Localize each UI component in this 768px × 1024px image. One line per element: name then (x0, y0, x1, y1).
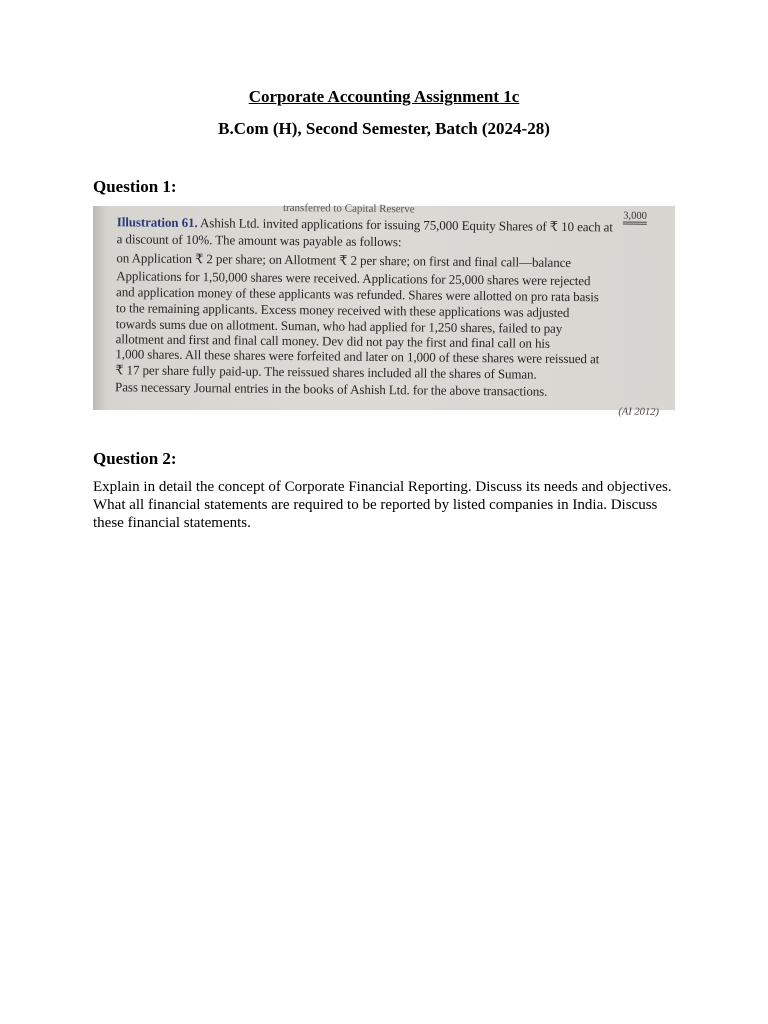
photo-line-6: to the remaining applicants. Excess money received with these applications was adjusted (115, 300, 570, 320)
assignment-title: Corporate Accounting Assignment 1c (248, 87, 520, 106)
photo-line-4: Applications for 1,50,000 shares were received. Applications for 25,000 shares were rejected (116, 268, 591, 289)
photo-line-3: on Application ₹ 2 per share; on Allotment ₹ 2 per share; on first and final call—balance (116, 250, 572, 271)
photo-content (91, 201, 675, 418)
photo-amount: 3,000 (623, 211, 647, 225)
photo-line-2: a discount of 10%. The amount was payable as follows: (116, 231, 402, 250)
photo-line-9: 1,000 shares. All these shares were forfeited and later on 1,000 of these shares were reissued at (115, 346, 600, 367)
photo-line-1-text: Ashish Ltd. invited applications for issuing 75,000 Equity Shares of ₹ 10 each at (197, 215, 613, 235)
question-2-text: Explain in detail the concept of Corporate Financial Reporting. Discuss its needs and objectives. What all financial statements are required to be reported by listed companies in India. Discuss these financial statements. (93, 479, 672, 531)
illustration-label: Illustration 61. (116, 214, 198, 231)
photo-line-11: Pass necessary Journal entries in the books of Ashish Ltd. for the above transactions. (115, 379, 548, 399)
course-subtitle: B.Com (H), Second Semester, Batch (2024-28) (218, 119, 550, 138)
question-2-heading: Question 2: (93, 449, 177, 468)
photo-cut-header: transferred to Capital Reserve (282, 201, 415, 216)
photo-line-5: and application money of these applicants was refunded. Shares were allotted on pro rata basis (116, 284, 599, 305)
photo-line-7: towards sums due on allotment. Suman, who had applied for 1,250 shares, failed to pay (115, 316, 563, 336)
photo-line-8: allotment and first and final call money. Dev did not pay the first and final call on his (115, 331, 550, 351)
question-1-heading: Question 1: (93, 177, 177, 196)
photo-source: (AI 2012) (618, 406, 659, 418)
question-1-photo (93, 201, 675, 418)
photo-line-10: ₹ 17 per share fully paid-up. The reissued shares included all the shares of Suman. (115, 362, 537, 382)
